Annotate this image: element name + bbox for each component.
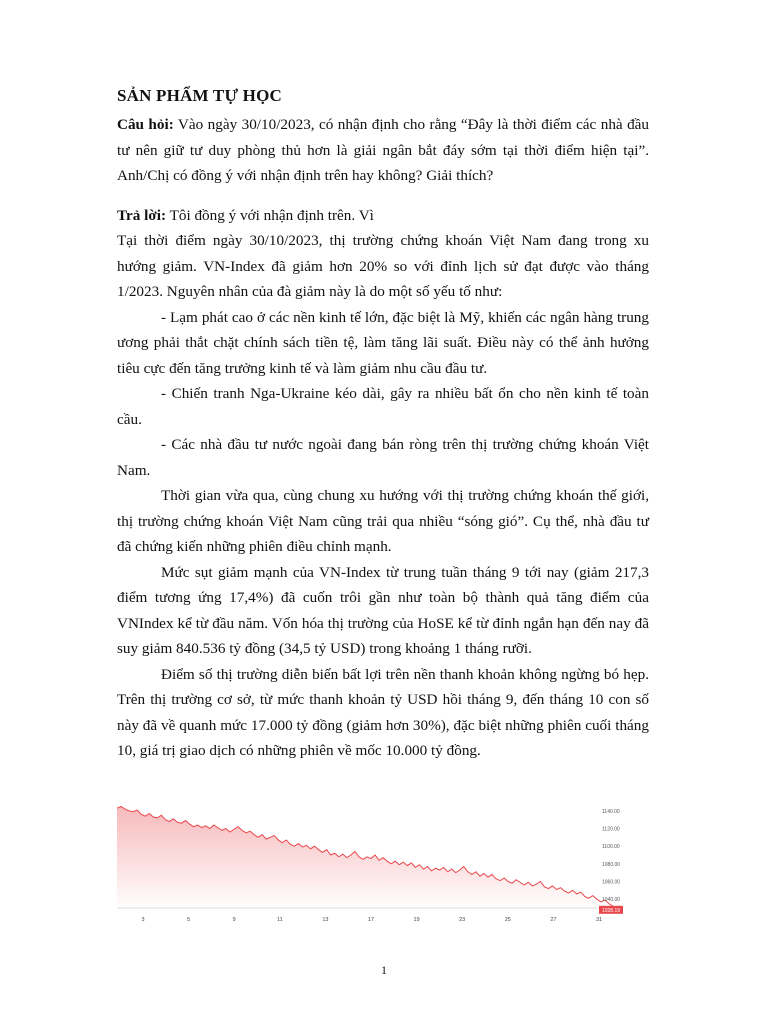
paragraph-market-turbulence: Thời gian vừa qua, cùng chung xu hướng với thị trường chứng khoán thế giới, thị trường chứng khoán Việt Nam cũng trải qua nhiều “sóng gió”. Cụ thể, nhà đầu tư đã chứng kiến những phiên điều chỉnh mạnh. bbox=[117, 487, 649, 555]
bullet-war: - Chiến tranh Nga-Ukraine kéo dài, gây ra nhiều bất ổn cho nền kinh tế toàn cầu. bbox=[117, 385, 649, 428]
paragraph-liquidity: Điểm số thị trường diễn biến bất lợi trên nền thanh khoản không ngừng bó hẹp. Trên thị trường cơ sở, từ mức thanh khoản tỷ USD hồi tháng 9, đến tháng 10 con số này đã về quanh mức 17.000 tỷ đồng (giảm hơn 30%), đặc biệt những phiên cuối tháng 10, giá trị giao dịch có những phiên về mốc 10.000 tỷ đồng. bbox=[117, 665, 649, 759]
x-tick-label: 19 bbox=[413, 917, 420, 923]
x-tick-label: 5 bbox=[187, 917, 191, 923]
question-label: Câu hỏi: bbox=[117, 116, 174, 133]
x-tick-label: 9 bbox=[232, 917, 236, 923]
x-tick-label: 17 bbox=[367, 917, 375, 923]
vnindex-area-chart bbox=[117, 800, 627, 925]
x-tick-label: 11 bbox=[276, 917, 283, 923]
answer-paragraph bbox=[117, 203, 649, 229]
y-tick-label: 1040.00 bbox=[602, 897, 621, 904]
y-tick-label: 1060.00 bbox=[602, 879, 621, 886]
y-tick-label: 1080.00 bbox=[602, 861, 621, 868]
answer-label: Trả lời: bbox=[117, 206, 167, 224]
y-tick-label: 1120.00 bbox=[602, 826, 620, 833]
last-value-label: 1028.19 bbox=[601, 907, 621, 914]
bullet-inflation: - Lạm phát cao ở các nền kinh tế lớn, đặc biệt là Mỹ, khiến các ngân hàng trung ương phải thắt chặt chính sách tiền tệ, làm tăng lãi suất. Điều này có thể ảnh hưởng tiêu cực đến tăng trưởng kinh tế và làm giảm nhu cầu đầu tư. bbox=[117, 308, 649, 377]
y-tick-label: 1140.00 bbox=[602, 808, 620, 815]
chart-area-fill bbox=[117, 806, 617, 909]
x-tick-label: 31 bbox=[595, 917, 603, 923]
paragraph-vnindex-decline: Mức sụt giảm mạnh của VN-Index từ trung tuần tháng 9 tới nay (giảm 217,3 điểm tương ứng 17,4%) đã cuốn trôi gần như toàn bộ thành quả tăng điểm của VNIndex kể từ đầu năm. Vốn hóa thị trường của HoSE kể từ đỉnh ngắn hạn đến nay đã suy giảm 840.536 tỷ đồng (34,5 tỷ USD) trong khoảng 1 tháng rưỡi. bbox=[117, 563, 649, 657]
y-tick-label: 1100.00 bbox=[602, 844, 620, 851]
x-tick-label: 25 bbox=[504, 917, 511, 923]
question-paragraph bbox=[117, 112, 649, 189]
document-body bbox=[117, 86, 649, 764]
bullet-foreign-investors: - Các nhà đầu tư nước ngoài đang bán ròng trên thị trường chứng khoán Việt Nam. bbox=[117, 436, 649, 479]
question-text: Vào ngày 30/10/2023, có nhận định cho rằng “Đây là thời điểm các nhà đầu tư nên giữ tư duy phòng thủ hơn là giải ngân bắt đáy sớm tại thời điểm hiện tại”. Anh/Chị có đồng ý với nhận định trên hay không? Giải thích? bbox=[117, 116, 650, 184]
x-tick-label: 27 bbox=[550, 917, 557, 923]
x-tick-label: 3 bbox=[141, 917, 145, 923]
document-title: SẢN PHẨM TỰ HỌC bbox=[117, 86, 282, 105]
x-tick-label: 13 bbox=[322, 917, 329, 923]
x-tick-label: 23 bbox=[459, 917, 466, 923]
page-number: 1 bbox=[381, 963, 387, 977]
paragraph-intro: Tại thời điểm ngày 30/10/2023, thị trường chứng khoán Việt Nam đang trong xu hướng giảm. VN-Index đã giảm hơn 20% so với đỉnh lịch sử đạt được vào tháng 1/2023. Nguyên nhân của đà giảm này là do một số yếu tố như: bbox=[117, 232, 649, 300]
answer-text: Tôi đồng ý với nhận định trên. Vì bbox=[166, 206, 374, 224]
